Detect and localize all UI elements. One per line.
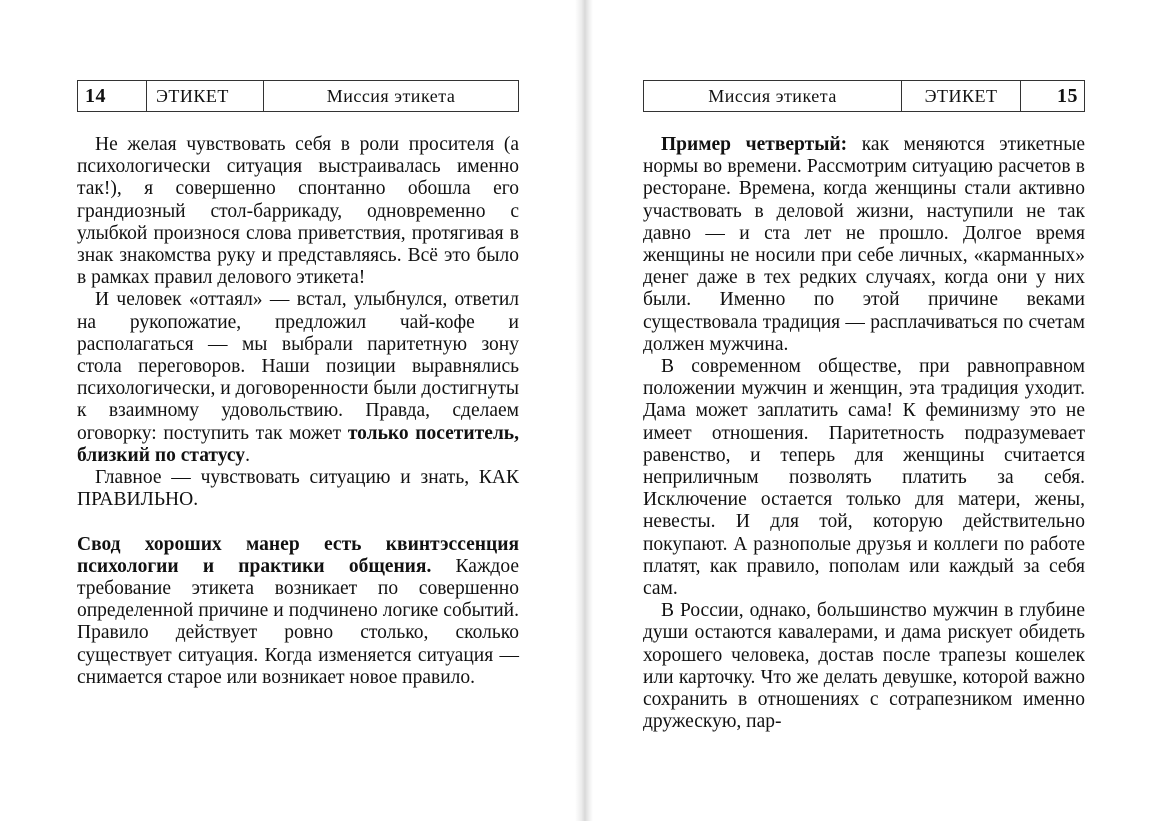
left-chapter-title: Миссия этикета	[263, 81, 518, 111]
right-page-number: 15	[1020, 81, 1084, 111]
paragraph: Главное — чувствовать ситуацию и знать, КАК ПРАВИЛЬНО.	[77, 467, 519, 511]
paragraph: Свод хороших манер есть квинтэссенция психологии и практики общения. Каждое требование этикета возникает по совершенно определенной причине и подчинено логике событий. Правило действует ровно столько, сколько существует ситуация. Когда изменяется ситуация — снимается старое или возникает новое правило.	[77, 533, 519, 688]
left-running-head	[77, 80, 519, 112]
paragraph: Пример четвертый: как меняются этикетные нормы во времени. Рассмотрим ситуацию расчетов в ресторане. Времена, когда женщины стали активно участвовать в деловой жизни, наступили не так давно — и ста лет не прошло. Долгое время женщины не носили при себе личных, «карманных» денег даже в тех редких случаях, когда они у них были. Именно по этой причине веками существовала традиция — расплачиваться по счетам должен мужчина.	[643, 134, 1085, 355]
paragraph: И человек «оттаял» — встал, улыбнулся, ответил на рукопожатие, предложил чай-кофе и располагаться — мы выбрали паритетную зону стола переговоров. Наши позиции выравнялись психологически, и договоренности были достигнуты к взаимному удовольствию. Правда, сделаем оговорку: поступить так может только посетитель, близкий по статусу.	[77, 289, 519, 466]
paragraph: В России, однако, большинство мужчин в глубине души остаются кавалерами, и дама рискует обидеть хорошего человека, достав после трапезы кошелек или карточку. Что же делать девушке, которой важно сохранить в отношениях с сотрапезником именно дружескую, пар-	[643, 600, 1085, 733]
right-chapter-title: Миссия этикета	[708, 85, 837, 106]
right-section-title: ЭТИКЕТ	[901, 81, 1020, 111]
right-body-text	[643, 134, 1085, 733]
book-gutter	[575, 0, 593, 821]
paragraph: В современном обществе, при равноправном положении мужчин и женщин, эта традиция уходит. Дама может заплатить сама! К феминизму это не имеет отношения. Паритетность подразумевает равенство, и теперь для женщины считается неприличным позволять платить за себя. Исключение остается только для матери, жены, невесты. И для той, которую действительно покупают. А разнополые друзья и коллеги по работе платят, как правило, пополам или каждый за себя сам.	[643, 356, 1085, 600]
paragraph: Не желая чувствовать себя в роли просителя (а психологически ситуация выстраивалась именно так!), я совершенно спонтанно обошла его грандиозный стол-баррикаду, одновременно с улыбкой произнося слова приветствия, протягивая в знак знакомства руку и представляясь. Всё это было в рамках правил делового этикета!	[77, 134, 519, 289]
left-section-title: ЭТИКЕТ	[146, 81, 263, 111]
right-running-head	[643, 80, 1085, 112]
left-body-text	[77, 134, 519, 689]
left-page-number: 14	[85, 84, 106, 107]
